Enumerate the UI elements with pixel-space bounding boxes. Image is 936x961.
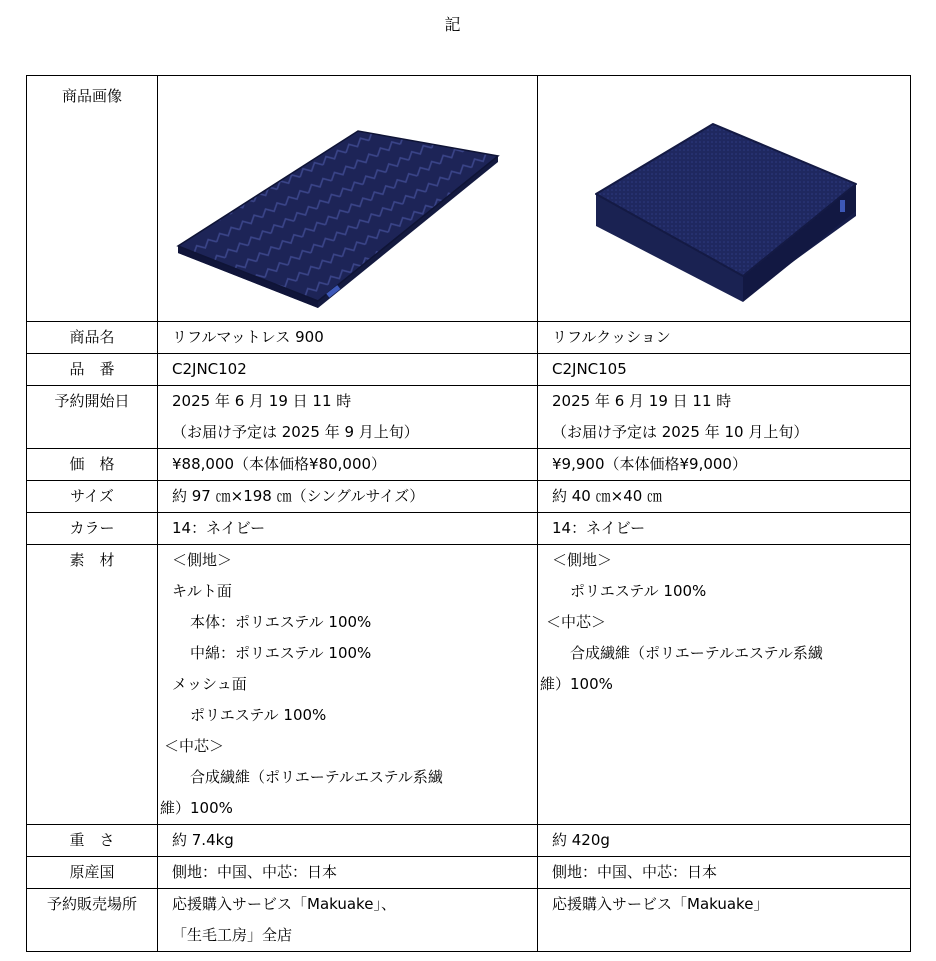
product-2-material-line: 合成繊維（ポリエーテルエステル系繊: [570, 644, 823, 662]
label-number: 品 番: [27, 354, 158, 386]
row-store: [27, 889, 911, 952]
label-image: 商品画像: [27, 76, 158, 322]
row-weight: [27, 825, 911, 857]
product-2-number: C2JNC105: [552, 360, 627, 378]
label-price: 価 格: [27, 449, 158, 481]
product-1-weight: 約 7.4kg: [172, 831, 234, 849]
product-spec-table: [26, 75, 911, 952]
product-2-origin: 側地：中国、中芯：日本: [552, 863, 718, 881]
product-2-store: 応援購入サービス「Makuake」: [552, 895, 769, 913]
product-1-color: 14：ネイビー: [172, 519, 266, 537]
product-2-material: [538, 545, 911, 825]
product-1-material-line: キルト面: [172, 582, 232, 600]
product-1-size: 約 97 ㎝×198 ㎝（シングルサイズ）: [172, 487, 425, 505]
product-2-weight: 約 420g: [552, 831, 610, 849]
label-size: サイズ: [27, 481, 158, 513]
product-2-price: ¥9,900（本体価格¥9,000）: [552, 455, 747, 473]
row-number: [27, 354, 911, 386]
product-1-origin: 側地：中国、中芯：日本: [172, 863, 338, 881]
product-2-name: リフルクッション: [552, 328, 671, 346]
product-2-material-line: ポリエステル 100%: [570, 582, 707, 600]
product-1-material-line: 合成繊維（ポリエーテルエステル系繊: [190, 768, 443, 786]
label-color: カラー: [27, 513, 158, 545]
product-1-number: C2JNC102: [172, 360, 247, 378]
document-title: 記: [444, 15, 461, 34]
row-reservation: [27, 386, 911, 449]
product-2-material-line: ＜側地＞: [552, 551, 613, 569]
product-1-material-line: ポリエステル 100%: [190, 706, 327, 724]
product-1-store: 応援購入サービス「Makuake」、: [172, 895, 396, 913]
product-1-material: [158, 545, 538, 825]
product-1-reservation: 2025 年 6 月 19 日 11 時: [172, 392, 352, 410]
row-image: [27, 76, 911, 322]
cushion-image: [538, 76, 911, 322]
row-name: [27, 322, 911, 354]
label-name: 商品名: [27, 322, 158, 354]
product-1-store: 「生毛工房」全店: [172, 926, 293, 944]
row-origin: [27, 857, 911, 889]
label-origin: 原産国: [27, 857, 158, 889]
product-1-delivery: （お届け予定は 2025 年 9 月上旬）: [172, 423, 419, 441]
mattress-image-icon: [158, 76, 538, 321]
product-1-material-line: ＜側地＞: [172, 551, 233, 569]
label-material: 素 材: [27, 545, 158, 825]
product-1-price: ¥88,000（本体価格¥80,000）: [172, 455, 387, 473]
product-2-reservation: 2025 年 6 月 19 日 11 時: [552, 392, 732, 410]
product-1-material-line: ＜中芯＞: [164, 737, 225, 755]
product-2-delivery: （お届け予定は 2025 年 10 月上旬）: [552, 423, 809, 441]
row-material: [27, 545, 911, 825]
label-reservation: 予約開始日: [27, 386, 158, 449]
label-weight: 重 さ: [27, 825, 158, 857]
row-price: [27, 449, 911, 481]
mattress-image: [158, 76, 538, 322]
product-2-material-line: 維）100%: [540, 675, 613, 693]
product-1-material-line: 本体：ポリエステル 100%: [190, 613, 372, 631]
cushion-image-icon: [538, 76, 911, 321]
product-2-material-line: ＜中芯＞: [546, 613, 607, 631]
row-color: [27, 513, 911, 545]
product-1-name: リフルマットレス 900: [172, 328, 324, 346]
product-1-material-line: 維）100%: [160, 799, 233, 817]
product-2-color: 14：ネイビー: [552, 519, 646, 537]
product-1-material-line: 中綿：ポリエステル 100%: [190, 644, 372, 662]
product-1-material-line: メッシュ面: [172, 675, 247, 693]
product-2-size: 約 40 ㎝×40 ㎝: [552, 487, 663, 505]
row-size: [27, 481, 911, 513]
label-store: 予約販売場所: [27, 889, 158, 952]
